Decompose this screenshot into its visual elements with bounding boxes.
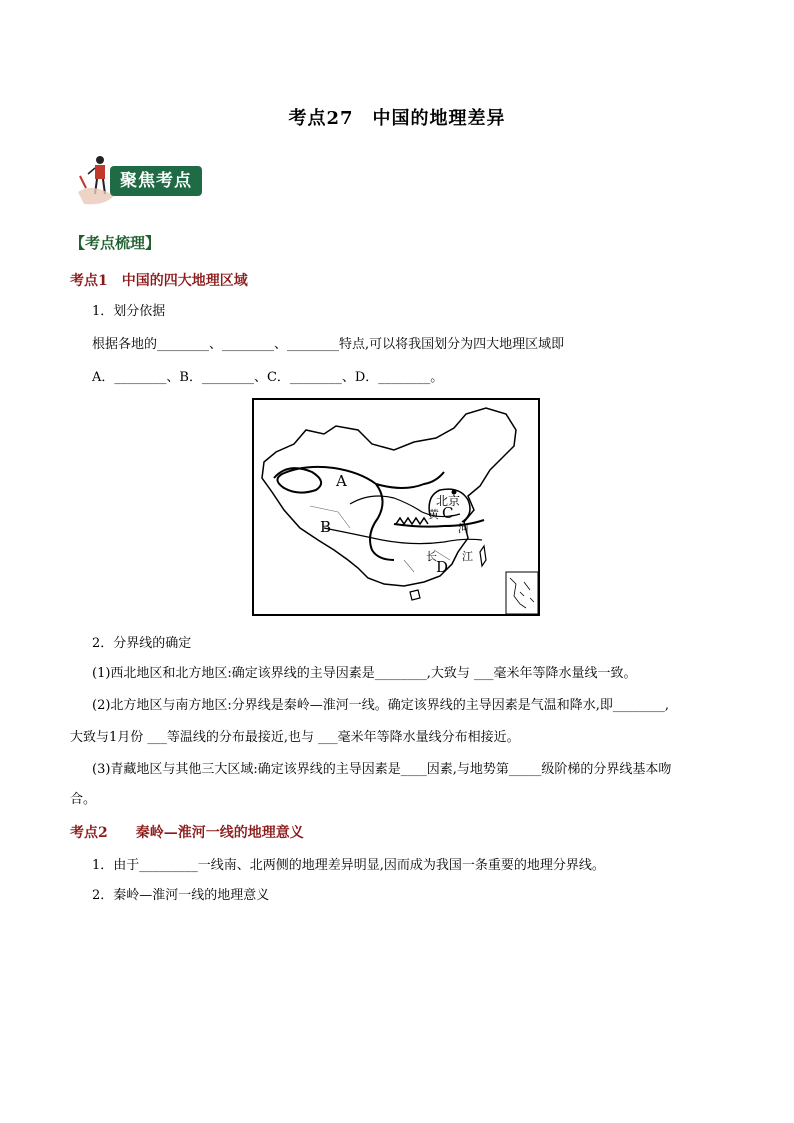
map-label-d: D (436, 558, 449, 576)
map-label-a: A (336, 472, 347, 490)
china-region-map (252, 398, 540, 616)
topic2-heading: 考点2 秦岭—淮河一线的地理意义 (70, 825, 304, 841)
topic1-heading: 考点1 中国的四大地理区域 (70, 273, 248, 289)
map-label-he: 河 (458, 522, 469, 535)
topic2-line2: 2．秦岭—淮河一线的地理意义 (92, 888, 270, 903)
item1-options: A．________、B．________、C．________、D．________。 (92, 370, 444, 385)
item1-title: 1．划分依据 (92, 304, 166, 319)
section-heading: 【考点梳理】 (70, 234, 161, 252)
china-outline-map (254, 400, 538, 614)
banner-label: 聚焦考点 (110, 166, 202, 196)
item2-title: 2．分界线的确定 (92, 636, 192, 651)
paragraph-3-line1: (3)青藏地区与其他三大区域:确定该界线的主导因素是____因素,与地势第_____级阶梯的分界线基本吻 (92, 762, 672, 777)
paragraph-2-line2: 大致与1月份 ___等温线的分布最接近,也与 ___毫米年等降水量线分布相接近。 (70, 730, 520, 745)
map-label-chang: 长 (426, 550, 437, 563)
paragraph-1: (1)西北地区和北方地区:确定该界线的主导因素是________,大致与 ___毫米年等降水量线一致。 (92, 666, 637, 681)
map-label-huang: 黄 (428, 508, 439, 521)
map-label-b: B (320, 518, 332, 536)
map-label-jiang: 江 (462, 550, 473, 563)
item1-text: 根据各地的________、________、________特点,可以将我国划分为四大地理区域即 (92, 337, 565, 352)
topic2-line1: 1．由于_________一线南、北两侧的地理差异明显,因而成为我国一条重要的地理分界线。 (92, 858, 605, 873)
focus-banner (74, 152, 204, 208)
page-title: 考点27 中国的地理差异 (288, 108, 506, 129)
map-label-beijing: 北京 (436, 494, 461, 508)
paragraph-3-line2: 合。 (70, 792, 97, 807)
map-label-c: C (442, 504, 454, 522)
paragraph-2-line1: (2)北方地区与南方地区:分界线是秦岭—淮河一线。确定该界线的主导因素是气温和降水,即________, (92, 698, 670, 713)
